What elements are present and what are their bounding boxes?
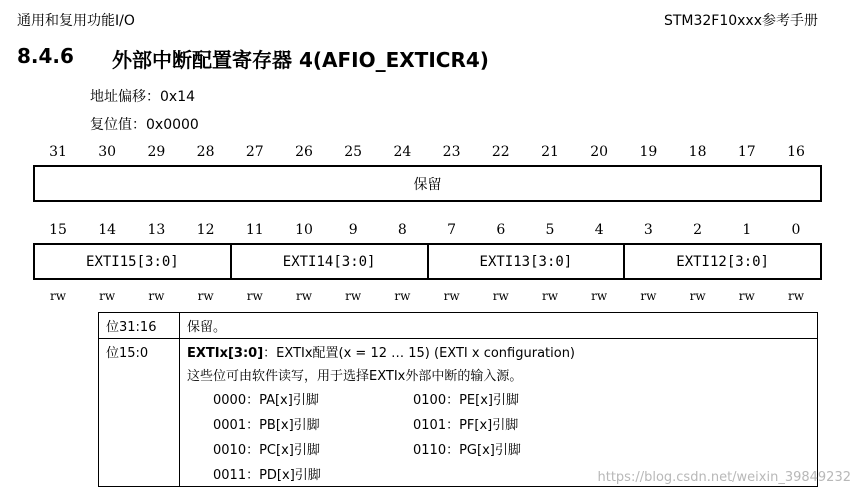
field-exti13: EXTI13[3:0] xyxy=(427,245,624,278)
access-type: rw xyxy=(492,289,509,303)
field-exti15: EXTI15[3:0] xyxy=(86,253,179,270)
bit-number: 17 xyxy=(737,144,756,160)
access-type: rw xyxy=(99,289,116,303)
bit-number: 5 xyxy=(545,222,555,238)
access-type: rw xyxy=(148,289,165,303)
access-type: rw xyxy=(443,289,460,303)
reset-value: 复位值：0x0000 xyxy=(90,117,199,133)
code-item: 0010：PC[x]引脚 xyxy=(213,443,320,458)
watermark: https://blog.csdn.net/weixin_39849232 xyxy=(597,470,851,485)
bit-number: 3 xyxy=(643,222,653,238)
bit-number: 18 xyxy=(688,144,707,160)
bit-number: 31 xyxy=(49,144,67,160)
bit-number: 20 xyxy=(590,144,609,160)
source-code-list xyxy=(213,389,810,483)
bit-number: 0 xyxy=(791,222,801,238)
code-item: 0001：PB[x]引脚 xyxy=(213,418,320,433)
code-item: 0100：PE[x]引脚 xyxy=(413,393,519,408)
bit-number: 12 xyxy=(196,222,215,238)
address-offset: 地址偏移：0x14 xyxy=(90,89,196,105)
field-exti12: EXTI12[3:0] xyxy=(623,245,820,278)
header-left: 通用和复用功能I/O xyxy=(17,13,135,29)
bit-number: 7 xyxy=(447,222,457,238)
access-type: rw xyxy=(394,289,411,303)
desc-row-reserved xyxy=(99,313,818,339)
access-type: rw xyxy=(689,289,706,303)
section-title: 外部中断配置寄存器 4(AFIO_EXTICR4) xyxy=(112,48,489,72)
code-item: 0110：PG[x]引脚 xyxy=(413,443,521,458)
bit-number: 8 xyxy=(397,222,407,238)
bit-number: 27 xyxy=(245,144,264,160)
bit-number: 29 xyxy=(147,144,166,160)
code-item: 0011：PD[x]引脚 xyxy=(213,468,321,483)
access-type: rw xyxy=(295,289,312,303)
bit-number: 30 xyxy=(98,144,117,160)
code-item: 0101：PF[x]引脚 xyxy=(413,418,519,433)
bit-number: 1 xyxy=(742,222,752,238)
section-number: 8.4.6 xyxy=(17,44,74,68)
desc-row-exti xyxy=(99,339,818,487)
bit-number: 22 xyxy=(491,144,510,160)
code-item: 0000：PA[x]引脚 xyxy=(213,393,319,408)
bit-number: 24 xyxy=(393,144,412,160)
field-detail: 这些位可由软件读写，用于选择EXTIx外部中断的输入源。 xyxy=(187,369,523,384)
header-right: STM32F10xxx参考手册 xyxy=(663,13,818,29)
access-type: rw xyxy=(246,289,263,303)
access-type: rw xyxy=(345,289,362,303)
bit-description-table xyxy=(98,312,818,487)
reserved-field xyxy=(33,165,822,202)
access-type: rw xyxy=(541,289,558,303)
bit-number: 26 xyxy=(295,144,313,160)
bit-number: 28 xyxy=(196,144,215,160)
access-type: rw xyxy=(640,289,657,303)
desc-text: 保留。 xyxy=(180,313,818,339)
bit-number: 6 xyxy=(496,222,506,238)
bit-number: 14 xyxy=(98,222,117,238)
desc-content xyxy=(180,339,818,487)
bit-number: 10 xyxy=(295,222,313,238)
bit-number: 15 xyxy=(49,222,67,238)
field-summary: ：EXTIx配置(x = 12 … 15) (EXTI x configuration) xyxy=(263,346,576,361)
bit-number: 2 xyxy=(693,222,703,238)
bit-number: 19 xyxy=(639,144,658,160)
field-exti14: EXTI14[3:0] xyxy=(230,245,427,278)
bit-number: 21 xyxy=(541,144,559,160)
bit-number: 13 xyxy=(147,222,166,238)
bit-number: 16 xyxy=(787,144,805,160)
reserved-field-label: 保留 xyxy=(413,176,442,193)
desc-bits: 位15:0 xyxy=(99,339,180,487)
desc-summary-line xyxy=(187,342,810,361)
bit-number: 11 xyxy=(245,222,264,238)
bit-number: 9 xyxy=(348,222,358,238)
access-type: rw xyxy=(738,289,755,303)
access-type: rw xyxy=(591,289,608,303)
access-type: rw xyxy=(787,289,804,303)
exti-field-row xyxy=(33,243,822,280)
desc-bits: 位31:16 xyxy=(99,313,180,339)
bit-number: 25 xyxy=(344,144,363,160)
bit-number: 23 xyxy=(442,144,461,160)
field-name: EXTIx[3:0] xyxy=(187,346,264,361)
access-type: rw xyxy=(197,289,214,303)
bit-number: 4 xyxy=(594,222,604,238)
access-type: rw xyxy=(49,289,66,303)
